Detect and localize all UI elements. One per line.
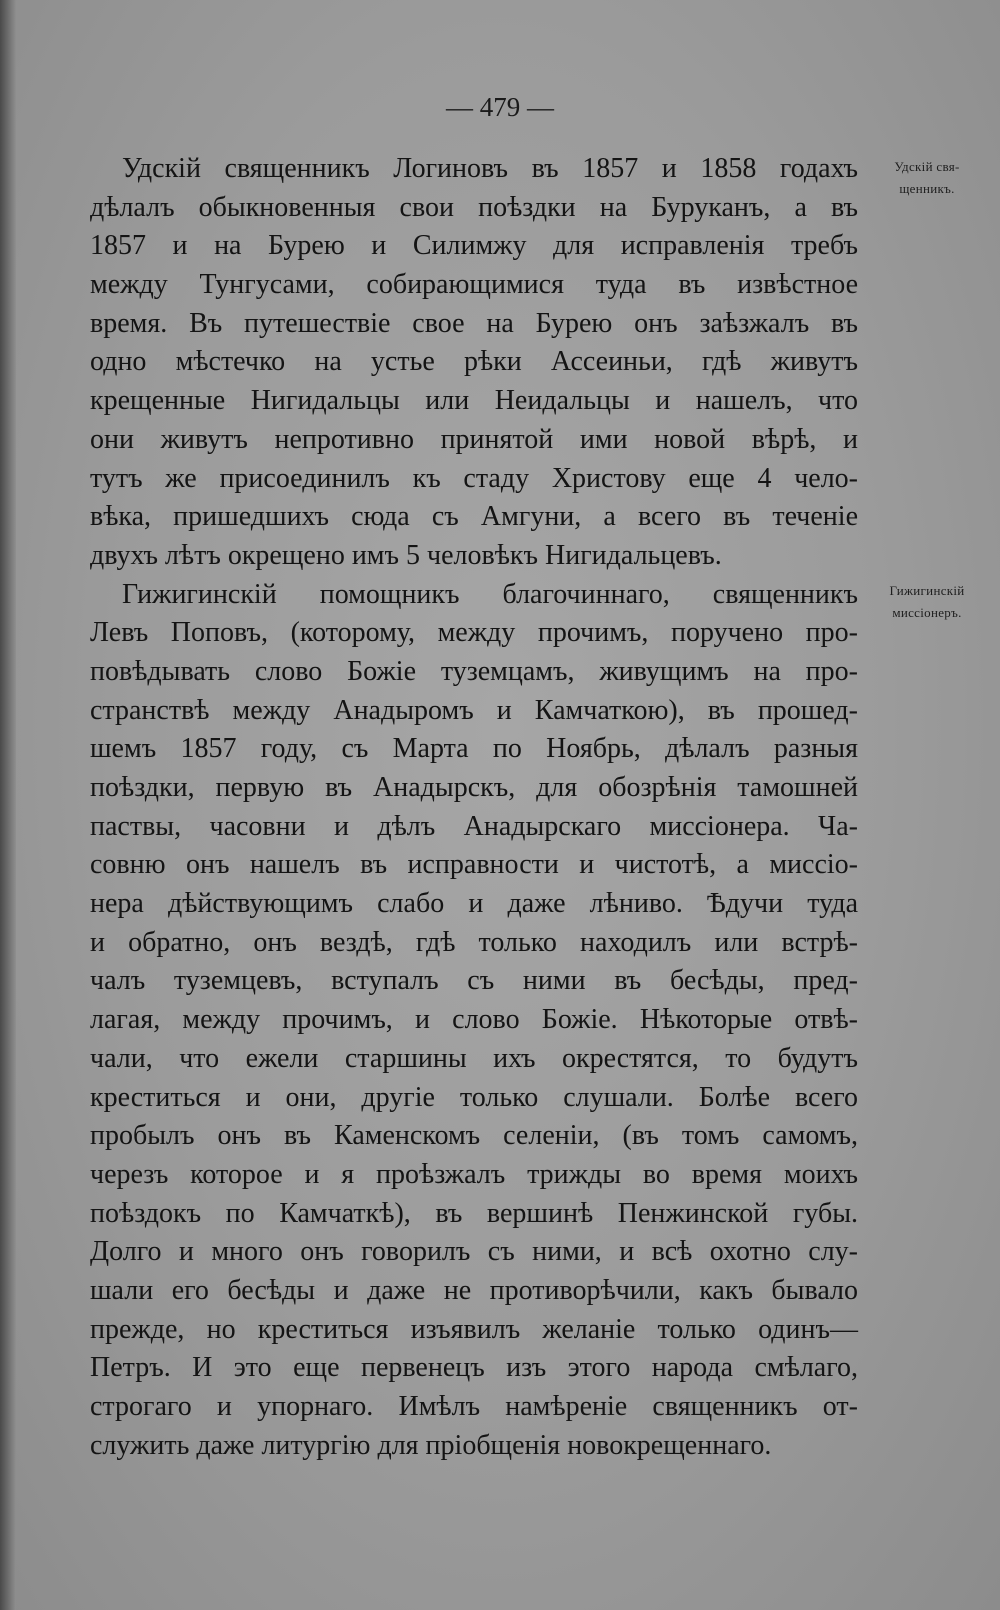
text-line: пробылъ онъ въ Каменскомъ селеніи, (въ томъ самомъ, <box>90 1120 858 1152</box>
text-line: поѣздки, первую въ Анадырскъ, для обозрѣнія тамошней <box>90 772 858 803</box>
margin-note-line: Удскій свя- <box>894 159 960 174</box>
text-line: крещенные Нигидальцы или Неидальцы и нашелъ, что <box>90 385 858 417</box>
text-line: двухъ лѣтъ окрещено имъ 5 человѣкъ Нигидальцевъ. <box>90 539 722 571</box>
margin-note-line: миссіонеръ. <box>892 605 962 620</box>
text-line: креститься и они, другіе только слушали. Болѣе всего <box>90 1081 858 1113</box>
text-line: Левъ Поповъ, (которому, между прочимъ, поручено про- <box>90 617 858 649</box>
body-text <box>90 150 858 1465</box>
text-line: служить даже литургію для пріобщенія новокрещеннаго. <box>90 1429 772 1461</box>
text-line: прежде, но креститься изъявилъ желаніе только одинъ— <box>90 1313 858 1345</box>
text-line: одно мѣстечко на устье рѣки Ассеиньи, гдѣ живутъ <box>90 346 858 378</box>
text-line: вѣка, пришедшихъ сюда съ Амгуни, а всего въ теченіе <box>90 501 858 533</box>
text-line: 1857 и на Бурею и Силимжу для исправленія требъ <box>90 230 858 262</box>
text-line: дѣлалъ обыкновенныя свои поѣздки на Буруканъ, а въ <box>90 191 858 223</box>
text-line: шемъ 1857 году, съ Марта по Ноябрь, дѣлалъ разныя <box>90 733 858 765</box>
text-line: тутъ же присоединилъ къ стаду Христову еще 4 чело- <box>90 462 858 494</box>
margin-note-line: Гижигинскій <box>889 583 965 598</box>
paragraph-udsky <box>90 150 858 576</box>
text-line: лагая, между прочимъ, и слово Божіе. Нѣкоторые отвѣ- <box>90 1004 858 1036</box>
text-line: повѣдывать слово Божіе туземцамъ, живущимъ на про- <box>90 655 858 687</box>
text-line: черезъ которое и я проѣзжалъ трижды во время моихъ <box>90 1158 858 1190</box>
paragraph-gizhiga <box>90 576 858 1466</box>
text-line: Гижигинскій помощникъ благочиннаго, священникъ <box>122 578 858 610</box>
page-number: — 479 — <box>446 92 554 122</box>
page-edge-shadow <box>0 0 16 1610</box>
text-line: строгаго и упорнаго. Имѣлъ намѣреніе священникъ от- <box>90 1391 858 1422</box>
text-line: Петръ. И это еще первенецъ изъ этого народа смѣлаго, <box>90 1352 858 1384</box>
text-line: чали, что ежели старшины ихъ окрестятся, то будутъ <box>90 1042 858 1074</box>
text-line: они живутъ непротивно принятой ими новой вѣрѣ, и <box>90 423 858 455</box>
text-line: поѣздокъ по Камчаткѣ), въ вершинѣ Пенжинской губы. <box>90 1197 858 1229</box>
text-line: время. Въ путешествіе свое на Бурею онъ заѣзжалъ въ <box>90 307 858 339</box>
text-line: паствы, часовни и дѣлъ Анадырскаго миссіонера. Ча- <box>90 810 858 842</box>
text-line: шали его бесѣды и даже не противорѣчили, какъ бывало <box>90 1274 858 1306</box>
text-line: совню онъ нашелъ въ исправности и чистотѣ, а миссіо- <box>90 849 858 881</box>
text-line: между Тунгусами, собирающимися туда въ извѣстное <box>90 269 858 301</box>
text-line: Удскій священникъ Логиновъ въ 1857 и 1858 годахъ <box>122 153 858 184</box>
text-line: и обратно, онъ вездѣ, гдѣ только находилъ или встрѣ- <box>90 926 858 958</box>
text-line: Долго и много онъ говорилъ съ ними, и всѣ охотно слу- <box>90 1236 858 1268</box>
margin-note-gizhiga-missionary <box>862 580 992 624</box>
margin-note-line: щенникъ. <box>899 181 955 196</box>
margin-note-udsky-priest <box>862 156 992 200</box>
text-line: странствѣ между Анадыромъ и Камчаткою), въ прошед- <box>90 694 858 726</box>
text-line: нера дѣйствующимъ слабо и даже лѣниво. Ѣдучи туда <box>90 888 858 920</box>
text-line: чалъ туземцевъ, вступалъ съ ними въ бесѣды, пред- <box>90 965 858 997</box>
